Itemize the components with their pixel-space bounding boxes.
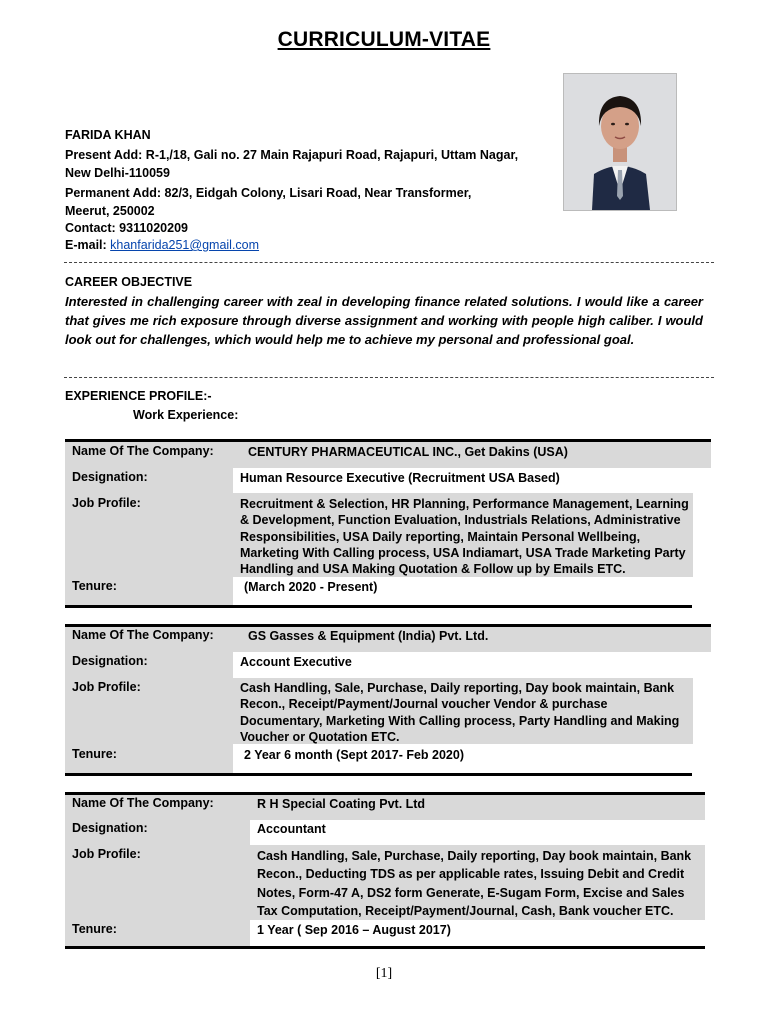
tenure-value: 1 Year ( Sep 2016 – August 2017) <box>257 923 451 937</box>
designation-label: Designation: <box>72 654 148 668</box>
designation-label: Designation: <box>72 821 148 835</box>
email-row <box>65 238 259 252</box>
page-title: CURRICULUM-VITAE <box>277 28 491 51</box>
tenure-label: Tenure: <box>72 579 117 593</box>
email-label: E-mail: <box>65 238 111 252</box>
designation-value: Accountant <box>257 822 326 836</box>
table-rule <box>65 946 705 949</box>
designation-value: Account Executive <box>240 655 352 669</box>
experience-heading: EXPERIENCE PROFILE:- <box>65 389 212 403</box>
divider <box>64 262 714 263</box>
tenure-value: 2 Year 6 month (Sept 2017- Feb 2020) <box>244 748 465 762</box>
company-name: R H Special Coating Pvt. Ltd <box>257 797 426 811</box>
page-number: [1] <box>375 966 393 981</box>
email-link[interactable]: khanfarida251@gmail.com <box>110 238 260 252</box>
divider <box>64 377 714 378</box>
job-profile-value: Recruitment & Selection, HR Planning, Performance Management, Learning & Development, Function Evaluation, Industrials Relations, Administrative Responsibilities, USA Daily reporting, Maintain Personal Wellbeing, Marketing With Calling process, USA Indiamart, USA Trade Marketing Party Handling and USA Making Quotation & Follow up by Emails ETC. <box>240 497 689 577</box>
table-rule <box>65 605 692 608</box>
candidate-name: FARIDA KHAN <box>65 128 151 142</box>
present-address-line2: New Delhi-110059 <box>65 166 170 180</box>
job-profile-value: Cash Handling, Sale, Purchase, Daily reporting, Day book maintain, Bank Recon., Receipt/Payment/Journal voucher Vendor & purchase Documentary, Marketing With Calling process, Party Handling and Making Voucher or Quotation ETC. <box>240 681 680 744</box>
designation-label: Designation: <box>72 470 148 484</box>
contact-number: Contact: 9311020209 <box>65 221 188 235</box>
table-rule <box>65 773 692 776</box>
permanent-address-line2: Meerut, 250002 <box>65 204 155 218</box>
job-profile-label: Job Profile: <box>72 680 141 694</box>
profile-photo <box>563 73 677 211</box>
tenure-label: Tenure: <box>72 747 117 761</box>
company-name: CENTURY PHARMACEUTICAL INC., Get Dakins (USA) <box>248 445 568 459</box>
company-label: Name Of The Company: <box>72 796 214 810</box>
job-profile-label: Job Profile: <box>72 496 141 510</box>
tenure-label: Tenure: <box>72 922 117 936</box>
company-label: Name Of The Company: <box>72 444 214 458</box>
job-profile-value: Cash Handling, Sale, Purchase, Daily reporting, Day book maintain, Bank Recon., Deducting TDS as per applicable rates, Issuing Debit and Credit Notes, Form-47 A, DS2 form Generate, E-Sugam Form, Excise and Sales Tax Computation, Receipt/Payment/Journal, Cash, Bank voucher ETC. <box>257 849 692 918</box>
company-label: Name Of The Company: <box>72 628 214 642</box>
career-objective-heading: CAREER OBJECTIVE <box>65 275 193 289</box>
work-experience-subheading: Work Experience: <box>133 408 239 422</box>
career-objective-text: Interested in challenging career with zeal in developing finance related solutions. I would like a career that gives me rich exposure through diverse assignment and working with people high caliber. I would look out for challenges, which would help me to achieve my personal and professional goal. <box>65 294 703 347</box>
company-name: GS Gasses & Equipment (India) Pvt. Ltd. <box>248 629 489 643</box>
job-profile-label: Job Profile: <box>72 847 141 861</box>
designation-value: Human Resource Executive (Recruitment USA Based) <box>240 471 560 485</box>
tenure-value: (March 2020 - Present) <box>244 580 378 594</box>
present-address-line1: Present Add: R-1,/18, Gali no. 27 Main Rajapuri Road, Rajapuri, Uttam Nagar, <box>65 148 519 162</box>
permanent-address-line1: Permanent Add: 82/3, Eidgah Colony, Lisari Road, Near Transformer, <box>65 186 472 200</box>
